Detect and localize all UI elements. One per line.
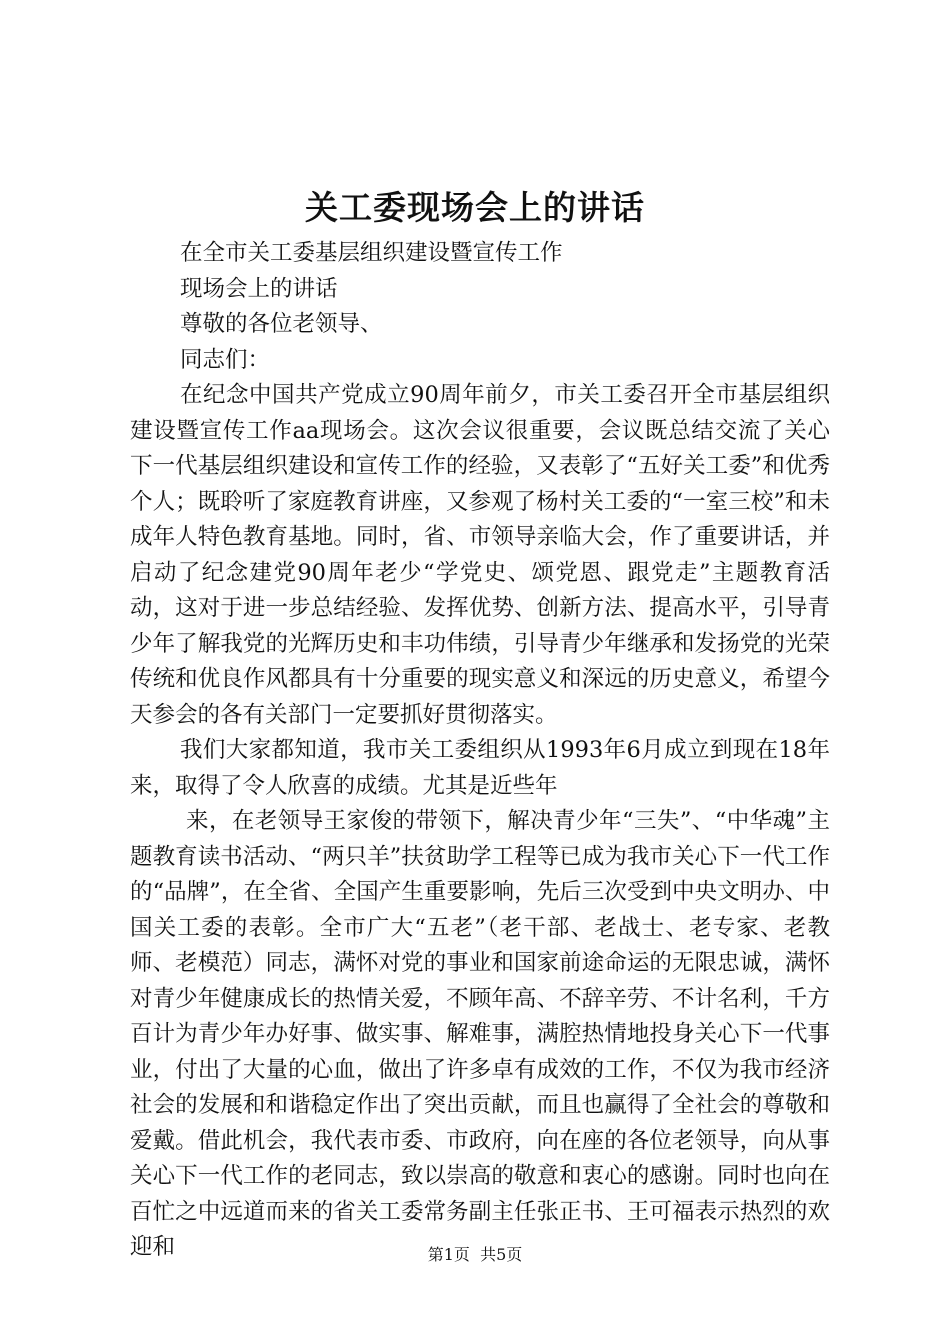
salutation-line-1: 尊敬的各位老领导、 <box>180 311 383 337</box>
salutation-line-2: 同志们： <box>180 346 271 373</box>
document-body <box>130 236 830 1266</box>
page-number: 第1页 <box>427 1245 470 1264</box>
paragraph-2: 我们大家都知道，我市关工委组织从1993年6月成立到现在18年来，取得了令人欣喜的成绩。尤其是近些年 <box>130 737 830 799</box>
paragraph-1: 在纪念中国共产党成立90周年前夕，市关工委召开全市基层组织建设暨宣传工作aa现场会。这次会议很重要，会议既总结交流了关心下一代基层组织建设和宣传工作的经验，又表彰了“五好关工委”和优秀个人；既聆听了家庭教育讲座，又参观了杨村关工委的“一室三校”和未成年人特色教育基地。同时，省、市领导亲临大会，作了重要讲话，并启动了纪念建党90周年老少“学党史、颂党恩、跟党走”主题教育活动，这对于进一步总结经验、发挥优势、创新方法、提高水平，引导青少年了解我党的光辉历史和丰功伟绩，引导青少年继承和发扬党的光荣传统和优良作风都具有十分重要的现实意义和深远的历史意义，希望今天参会的各有关部门一定要抓好贯彻落实。 <box>130 382 830 728</box>
subtitle-line-1: 在全市关工委基层组织建设暨宣传工作 <box>180 240 563 266</box>
page-footer <box>0 1244 950 1266</box>
page-total: 共5页 <box>480 1245 523 1264</box>
document-title: 关工委现场会上的讲话 <box>305 188 645 227</box>
paragraph-3: 来，在老领导王家俊的带领下，解决青少年“三失”、“中华魂”主题教育读书活动、“两只羊”扶贫助学工程等已成为我市关心下一代工作的“品牌”，在全省、全国产生重要影响，先后三次受到中央文明办、中国关工委的表彰。全市广大“五老”（老干部、老战士、老专家、老教师、老模范）同志，满怀对党的事业和国家前途命运的无限忠诚，满怀对青少年健康成长的热情关爱，不顾年高、不辞辛劳、不计名利，千方百计为青少年办好事、做实事、解难事，满腔热情地投身关心下一代事业，付出了大量的心血，做出了许多卓有成效的工作，不仅为我市经济社会的发展和和谐稳定作出了突出贡献，而且也赢得了全社会的尊敬和爱戴。借此机会，我代表市委、市政府，向在座的各位老领导，向从事关心下一代工作的老同志，致以崇高的敬意和衷心的感谢。同时也向在百忙之中远道而来的省关工委常务副主任张正书、王可福表示热烈的欢迎和 <box>130 808 830 1260</box>
subtitle-line-2: 现场会上的讲话 <box>180 275 338 302</box>
